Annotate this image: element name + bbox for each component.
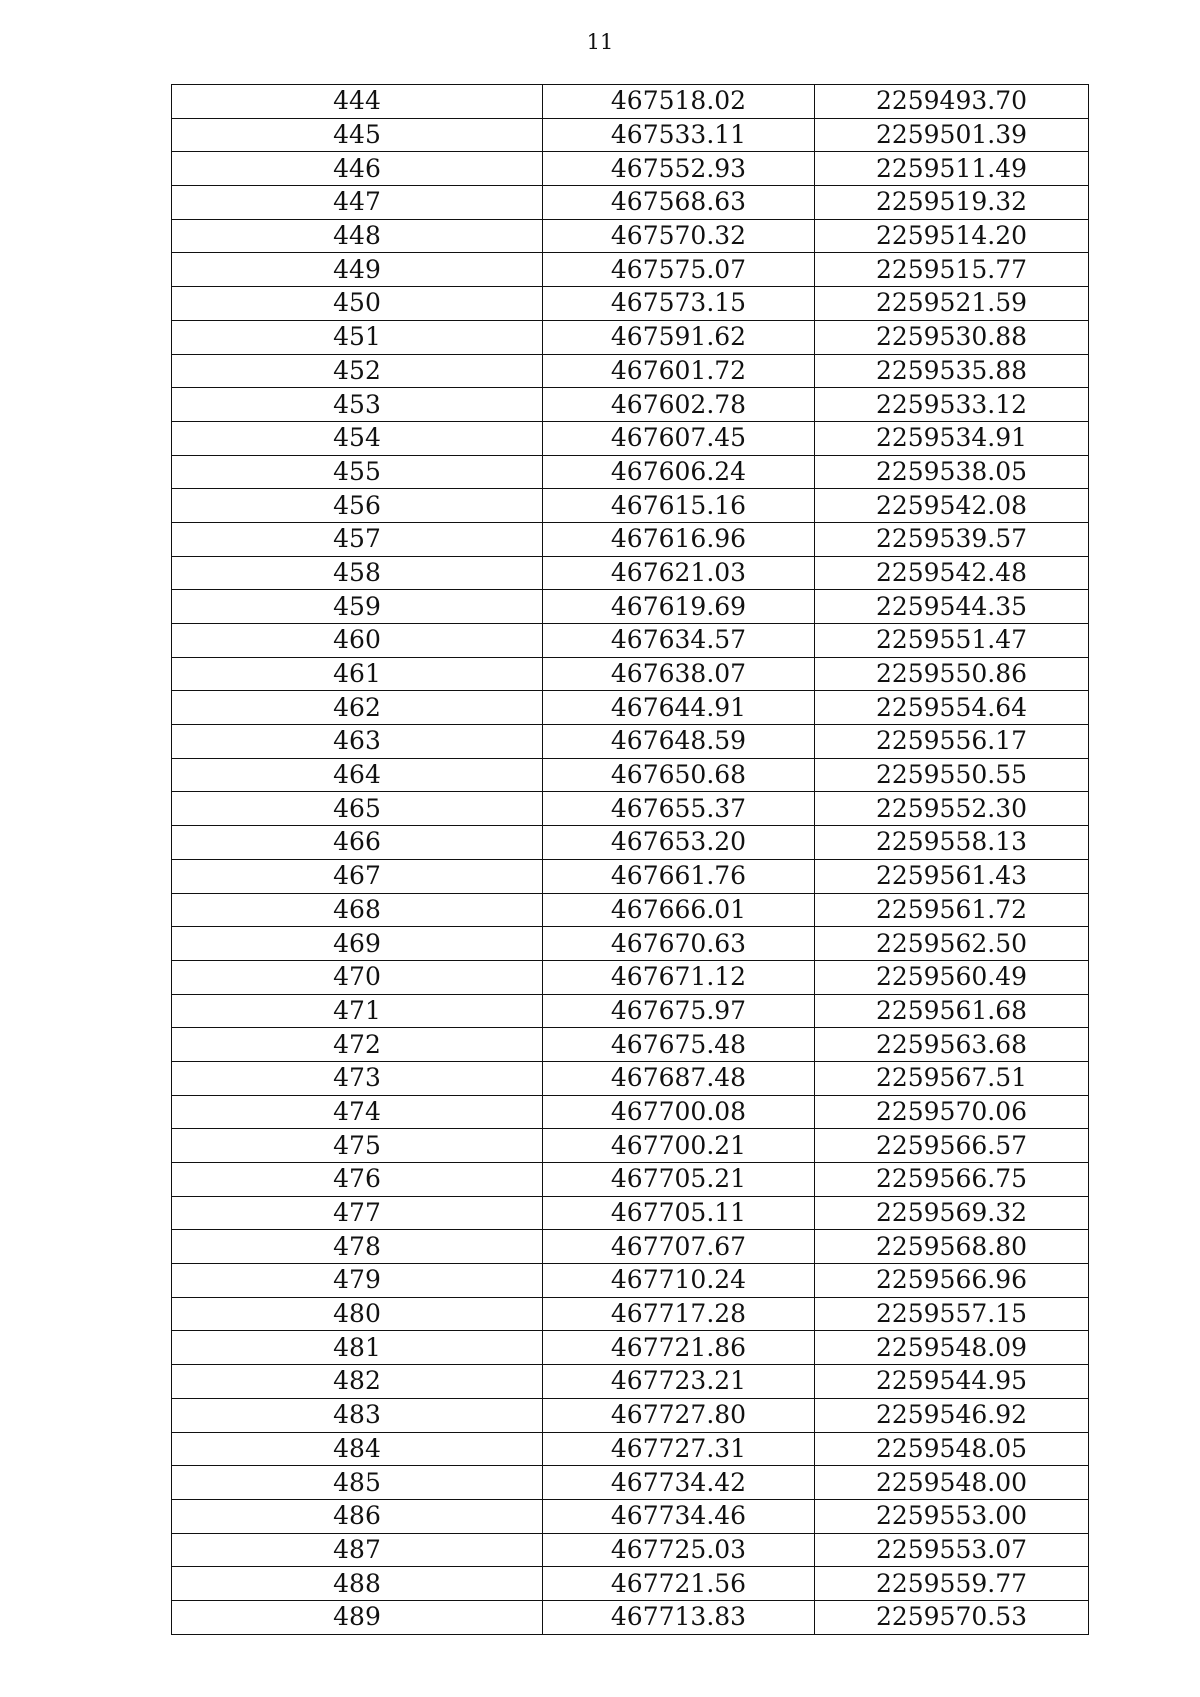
table-row [172, 455, 1089, 489]
x-coordinate-cell: 467687.48 [543, 1061, 815, 1095]
x-coordinate-cell: 467648.59 [543, 725, 815, 759]
y-coordinate-cell: 2259568.80 [815, 1230, 1089, 1264]
y-coordinate-cell: 2259548.09 [815, 1331, 1089, 1365]
x-coordinate-cell: 467675.97 [543, 994, 815, 1028]
point-number-cell: 455 [172, 455, 543, 489]
x-coordinate-cell: 467705.21 [543, 1163, 815, 1197]
point-number-cell: 476 [172, 1163, 543, 1197]
y-coordinate-cell: 2259535.88 [815, 354, 1089, 388]
table-row [172, 691, 1089, 725]
y-coordinate-cell: 2259534.91 [815, 421, 1089, 455]
point-number-cell: 450 [172, 287, 543, 321]
x-coordinate-cell: 467518.02 [543, 85, 815, 119]
table-row [172, 1600, 1089, 1634]
y-coordinate-cell: 2259566.96 [815, 1264, 1089, 1298]
point-number-cell: 460 [172, 624, 543, 658]
table-row [172, 758, 1089, 792]
y-coordinate-cell: 2259551.47 [815, 624, 1089, 658]
point-number-cell: 481 [172, 1331, 543, 1365]
y-coordinate-cell: 2259501.39 [815, 118, 1089, 152]
y-coordinate-cell: 2259570.06 [815, 1095, 1089, 1129]
table-row [172, 1061, 1089, 1095]
point-number-cell: 453 [172, 388, 543, 422]
point-number-cell: 483 [172, 1398, 543, 1432]
table-row [172, 421, 1089, 455]
x-coordinate-cell: 467721.56 [543, 1567, 815, 1601]
point-number-cell: 465 [172, 792, 543, 826]
y-coordinate-cell: 2259553.00 [815, 1499, 1089, 1533]
x-coordinate-cell: 467619.69 [543, 590, 815, 624]
y-coordinate-cell: 2259556.17 [815, 725, 1089, 759]
table-row [172, 219, 1089, 253]
y-coordinate-cell: 2259515.77 [815, 253, 1089, 287]
x-coordinate-cell: 467734.46 [543, 1499, 815, 1533]
x-coordinate-cell: 467727.31 [543, 1432, 815, 1466]
x-coordinate-cell: 467602.78 [543, 388, 815, 422]
point-number-cell: 480 [172, 1297, 543, 1331]
x-coordinate-cell: 467670.63 [543, 927, 815, 961]
point-number-cell: 458 [172, 556, 543, 590]
table-row [172, 927, 1089, 961]
y-coordinate-cell: 2259560.49 [815, 960, 1089, 994]
point-number-cell: 466 [172, 826, 543, 860]
point-number-cell: 484 [172, 1432, 543, 1466]
table-row [172, 1331, 1089, 1365]
x-coordinate-cell: 467621.03 [543, 556, 815, 590]
point-number-cell: 448 [172, 219, 543, 253]
x-coordinate-cell: 467653.20 [543, 826, 815, 860]
y-coordinate-cell: 2259567.51 [815, 1061, 1089, 1095]
y-coordinate-cell: 2259539.57 [815, 522, 1089, 556]
table-row [172, 1466, 1089, 1500]
x-coordinate-cell: 467650.68 [543, 758, 815, 792]
point-number-cell: 487 [172, 1533, 543, 1567]
x-coordinate-cell: 467700.08 [543, 1095, 815, 1129]
x-coordinate-cell: 467615.16 [543, 489, 815, 523]
y-coordinate-cell: 2259569.32 [815, 1196, 1089, 1230]
table-row [172, 1297, 1089, 1331]
table-row [172, 1432, 1089, 1466]
table-row [172, 624, 1089, 658]
point-number-cell: 457 [172, 522, 543, 556]
y-coordinate-cell: 2259550.55 [815, 758, 1089, 792]
x-coordinate-cell: 467710.24 [543, 1264, 815, 1298]
point-number-cell: 472 [172, 1028, 543, 1062]
point-number-cell: 479 [172, 1264, 543, 1298]
x-coordinate-cell: 467713.83 [543, 1600, 815, 1634]
y-coordinate-cell: 2259493.70 [815, 85, 1089, 119]
y-coordinate-cell: 2259521.59 [815, 287, 1089, 321]
table-row [172, 859, 1089, 893]
y-coordinate-cell: 2259544.95 [815, 1365, 1089, 1399]
table-row [172, 725, 1089, 759]
table-row [172, 253, 1089, 287]
x-coordinate-cell: 467655.37 [543, 792, 815, 826]
x-coordinate-cell: 467725.03 [543, 1533, 815, 1567]
point-number-cell: 451 [172, 320, 543, 354]
point-number-cell: 468 [172, 893, 543, 927]
point-number-cell: 470 [172, 960, 543, 994]
point-number-cell: 489 [172, 1600, 543, 1634]
y-coordinate-cell: 2259554.64 [815, 691, 1089, 725]
x-coordinate-cell: 467638.07 [543, 657, 815, 691]
table-row [172, 287, 1089, 321]
y-coordinate-cell: 2259562.50 [815, 927, 1089, 961]
y-coordinate-cell: 2259561.43 [815, 859, 1089, 893]
x-coordinate-cell: 467644.91 [543, 691, 815, 725]
point-number-cell: 452 [172, 354, 543, 388]
x-coordinate-cell: 467573.15 [543, 287, 815, 321]
table-row [172, 388, 1089, 422]
point-number-cell: 473 [172, 1061, 543, 1095]
table-row [172, 1264, 1089, 1298]
table-row [172, 792, 1089, 826]
x-coordinate-cell: 467601.72 [543, 354, 815, 388]
point-number-cell: 462 [172, 691, 543, 725]
y-coordinate-cell: 2259530.88 [815, 320, 1089, 354]
table-row [172, 657, 1089, 691]
y-coordinate-cell: 2259566.57 [815, 1129, 1089, 1163]
table-row [172, 85, 1089, 119]
y-coordinate-cell: 2259546.92 [815, 1398, 1089, 1432]
x-coordinate-cell: 467666.01 [543, 893, 815, 927]
point-number-cell: 467 [172, 859, 543, 893]
table-row [172, 186, 1089, 220]
y-coordinate-cell: 2259550.86 [815, 657, 1089, 691]
point-number-cell: 449 [172, 253, 543, 287]
y-coordinate-cell: 2259538.05 [815, 455, 1089, 489]
point-number-cell: 446 [172, 152, 543, 186]
table-row [172, 893, 1089, 927]
table-row [172, 489, 1089, 523]
x-coordinate-cell: 467727.80 [543, 1398, 815, 1432]
table-row [172, 1230, 1089, 1264]
point-number-cell: 464 [172, 758, 543, 792]
point-number-cell: 459 [172, 590, 543, 624]
point-number-cell: 485 [172, 1466, 543, 1500]
table-row [172, 320, 1089, 354]
table-row [172, 152, 1089, 186]
y-coordinate-cell: 2259566.75 [815, 1163, 1089, 1197]
point-number-cell: 478 [172, 1230, 543, 1264]
x-coordinate-cell: 467734.42 [543, 1466, 815, 1500]
table-row [172, 1499, 1089, 1533]
table-row [172, 1095, 1089, 1129]
x-coordinate-cell: 467607.45 [543, 421, 815, 455]
x-coordinate-cell: 467705.11 [543, 1196, 815, 1230]
point-number-cell: 456 [172, 489, 543, 523]
table-row [172, 556, 1089, 590]
y-coordinate-cell: 2259557.15 [815, 1297, 1089, 1331]
y-coordinate-cell: 2259558.13 [815, 826, 1089, 860]
x-coordinate-cell: 467723.21 [543, 1365, 815, 1399]
y-coordinate-cell: 2259514.20 [815, 219, 1089, 253]
y-coordinate-cell: 2259519.32 [815, 186, 1089, 220]
y-coordinate-cell: 2259548.00 [815, 1466, 1089, 1500]
y-coordinate-cell: 2259511.49 [815, 152, 1089, 186]
x-coordinate-cell: 467533.11 [543, 118, 815, 152]
table-row [172, 522, 1089, 556]
y-coordinate-cell: 2259552.30 [815, 792, 1089, 826]
table-row [172, 1196, 1089, 1230]
point-number-cell: 482 [172, 1365, 543, 1399]
table-row [172, 994, 1089, 1028]
x-coordinate-cell: 467552.93 [543, 152, 815, 186]
x-coordinate-cell: 467591.62 [543, 320, 815, 354]
point-number-cell: 475 [172, 1129, 543, 1163]
point-number-cell: 474 [172, 1095, 543, 1129]
x-coordinate-cell: 467616.96 [543, 522, 815, 556]
y-coordinate-cell: 2259570.53 [815, 1600, 1089, 1634]
y-coordinate-cell: 2259553.07 [815, 1533, 1089, 1567]
table-row [172, 1365, 1089, 1399]
x-coordinate-cell: 467661.76 [543, 859, 815, 893]
point-number-cell: 477 [172, 1196, 543, 1230]
x-coordinate-cell: 467575.07 [543, 253, 815, 287]
y-coordinate-cell: 2259544.35 [815, 590, 1089, 624]
point-number-cell: 463 [172, 725, 543, 759]
x-coordinate-cell: 467671.12 [543, 960, 815, 994]
point-number-cell: 488 [172, 1567, 543, 1601]
x-coordinate-cell: 467570.32 [543, 219, 815, 253]
x-coordinate-cell: 467717.28 [543, 1297, 815, 1331]
y-coordinate-cell: 2259559.77 [815, 1567, 1089, 1601]
point-number-cell: 486 [172, 1499, 543, 1533]
table-row [172, 354, 1089, 388]
point-number-cell: 461 [172, 657, 543, 691]
coordinates-table [171, 84, 1089, 1635]
x-coordinate-cell: 467721.86 [543, 1331, 815, 1365]
point-number-cell: 471 [172, 994, 543, 1028]
table-row [172, 1163, 1089, 1197]
point-number-cell: 469 [172, 927, 543, 961]
table-row [172, 590, 1089, 624]
x-coordinate-cell: 467675.48 [543, 1028, 815, 1062]
table-row [172, 1567, 1089, 1601]
y-coordinate-cell: 2259533.12 [815, 388, 1089, 422]
x-coordinate-cell: 467707.67 [543, 1230, 815, 1264]
point-number-cell: 447 [172, 186, 543, 220]
x-coordinate-cell: 467568.63 [543, 186, 815, 220]
table-row [172, 1398, 1089, 1432]
table-row [172, 960, 1089, 994]
point-number-cell: 445 [172, 118, 543, 152]
page-number: 11 [586, 30, 614, 54]
y-coordinate-cell: 2259563.68 [815, 1028, 1089, 1062]
table-row [172, 1028, 1089, 1062]
table-row [172, 1129, 1089, 1163]
y-coordinate-cell: 2259561.72 [815, 893, 1089, 927]
coordinates-table-body [172, 85, 1089, 1635]
x-coordinate-cell: 467634.57 [543, 624, 815, 658]
y-coordinate-cell: 2259542.48 [815, 556, 1089, 590]
table-row [172, 118, 1089, 152]
y-coordinate-cell: 2259561.68 [815, 994, 1089, 1028]
y-coordinate-cell: 2259548.05 [815, 1432, 1089, 1466]
table-row [172, 1533, 1089, 1567]
x-coordinate-cell: 467606.24 [543, 455, 815, 489]
x-coordinate-cell: 467700.21 [543, 1129, 815, 1163]
point-number-cell: 454 [172, 421, 543, 455]
y-coordinate-cell: 2259542.08 [815, 489, 1089, 523]
table-row [172, 826, 1089, 860]
point-number-cell: 444 [172, 85, 543, 119]
